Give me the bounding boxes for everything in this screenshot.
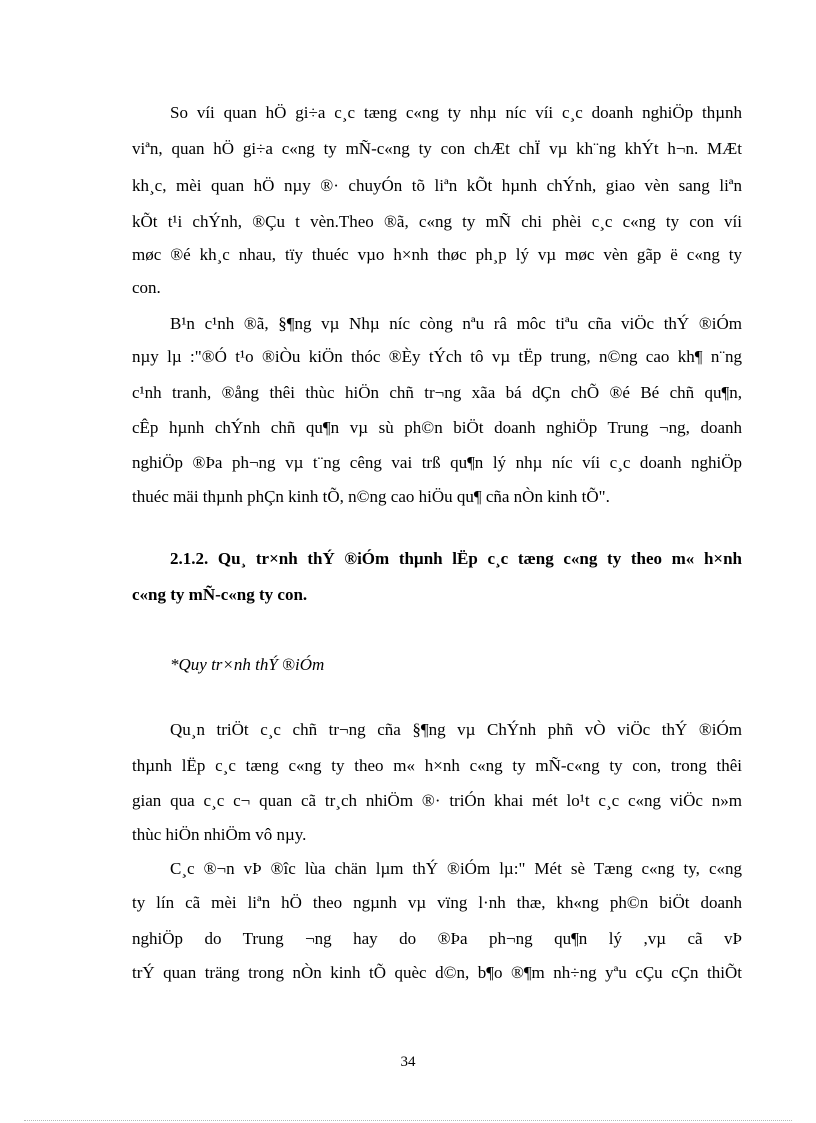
paragraph-3-line-2: thµnh lËp c¸c tæng c«ng ty theo m« h×nh c«ng ty mÑ-c«ng ty con, trong thêi xyxy=(132,756,742,775)
page-bottom-rule xyxy=(24,1120,792,1121)
paragraph-3-line-1: Qu¸n triÖt c¸c chñ tr¬ng cña §¶ng vµ ChÝnh phñ vÒ viÖc thÝ ®iÓm xyxy=(170,720,742,739)
paragraph-2-line-3: c¹nh tranh, ®ång thêi thùc hiÖn chñ tr¬ng xãa bá dÇn chÕ ®é Bé chñ qu¶n, xyxy=(132,383,742,402)
paragraph-1-line-2: viªn, quan hÖ gi÷a c«ng ty mÑ-c«ng ty con chÆt chÏ vµ kh¨ng khÝt h¬n. MÆt xyxy=(132,139,742,158)
paragraph-3-line-4: thùc hiÖn nhiÖm vô nµy. xyxy=(132,825,307,844)
section-heading-line-2: c«ng ty mÑ-c«ng ty con. xyxy=(132,585,308,604)
paragraph-4-line-3: nghiÖp do Trung ¬ng hay do ®Þa ph¬ng qu¶n lý ,vµ cã vÞ xyxy=(132,929,742,948)
paragraph-1-line-5: møc ®é kh¸c nhau, tïy thuéc vµo h×nh thøc ph¸p lý vµ møc vèn gãp ë c«ng ty xyxy=(132,245,742,264)
paragraph-2-line-6: thuéc mäi thµnh phÇn kinh tÕ, n©ng cao hiÖu qu¶ cña nÒn kinh tÕ". xyxy=(132,487,610,506)
paragraph-1-line-1: So víi quan hÖ gi÷a c¸c tæng c«ng ty nhµ níc víi c¸c doanh nghiÖp thµnh xyxy=(170,103,742,122)
paragraph-1-line-4: kÕt t¹i chÝnh, ®Çu t vèn.Theo ®ã, c«ng ty mÑ chi phèi c¸c c«ng ty con víi xyxy=(132,212,742,231)
page-number: 34 xyxy=(400,1054,416,1070)
paragraph-4-line-4: trÝ quan träng trong nÒn kinh tÕ quèc d©n, b¶o ®¶m nh÷ng yªu cÇu cÇn thiÕt xyxy=(132,963,742,982)
paragraph-4-line-1: C¸c ®¬n vÞ ®îc lùa chän lµm thÝ ®iÓm lµ:" Mét sè Tæng c«ng ty, c«ng xyxy=(170,859,742,878)
paragraph-1-line-6: con. xyxy=(132,278,161,297)
paragraph-2-line-4: cÊp hµnh chÝnh chñ qu¶n vµ sù ph©n biÖt doanh nghiÖp Trung ¬ng, doanh xyxy=(132,418,742,437)
paragraph-1-line-3: kh¸c, mèi quan hÖ nµy ®· chuyÓn tõ liªn kÕt hµnh chÝnh, giao vèn sang liªn xyxy=(132,176,742,195)
subheading: *Quy tr×nh thÝ ®iÓm xyxy=(170,655,325,674)
section-heading-line-1: 2.1.2. Qu¸ tr×nh thÝ ®iÓm thµnh lËp c¸c tæng c«ng ty theo m« h×nh xyxy=(170,549,742,568)
paragraph-2-line-1: B¹n c¹nh ®ã, §¶ng vµ Nhµ níc còng nªu râ môc tiªu cña viÖc thÝ ®iÓm xyxy=(170,314,742,333)
paragraph-4-line-2: ty lín cã mèi liªn hÖ theo ngµnh vµ vïng l·nh thæ, kh«ng ph©n biÖt doanh xyxy=(132,893,742,912)
paragraph-2-line-2: nµy lµ :"®Ó t¹o ®iÒu kiÖn thóc ®Èy tÝch tô vµ tËp trung, n©ng cao kh¶ n¨ng xyxy=(132,347,742,366)
paragraph-2-line-5: nghiÖp ®Þa ph¬ng vµ t¨ng cêng vai trß qu¶n lý nhµ níc víi c¸c doanh nghiÖp xyxy=(132,453,742,472)
paragraph-3-line-3: gian qua c¸c c¬ quan cã tr¸ch nhiÖm ®· triÓn khai mét lo¹t c¸c c«ng viÖc n»m xyxy=(132,791,742,810)
